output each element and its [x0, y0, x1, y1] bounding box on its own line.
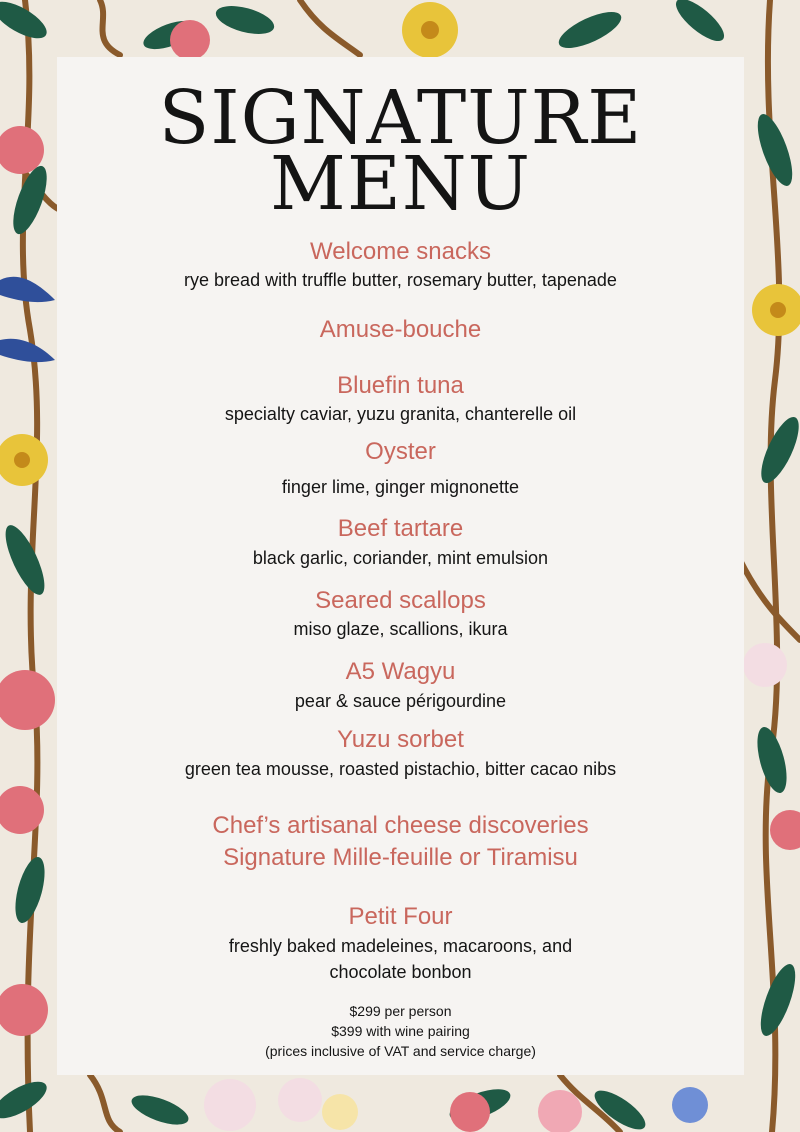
- price-wine-pairing: $399 with wine pairing: [331, 1023, 470, 1039]
- price-note: (prices inclusive of VAT and service charge): [265, 1043, 536, 1059]
- menu-title-line2: MENU: [270, 141, 531, 227]
- course-name: Yuzu sorbet: [337, 726, 464, 753]
- course-name: Welcome snacks: [310, 238, 491, 265]
- course-name: Seared scallops: [315, 587, 486, 614]
- course-name: Oyster: [365, 438, 436, 465]
- course-desc: rye bread with truffle butter, rosemary butter, tapenade: [184, 270, 617, 290]
- course-desc: pear & sauce périgourdine: [294, 691, 507, 711]
- menu-panel: [57, 57, 744, 1075]
- menu-title-line1: SIGNATURE: [158, 75, 643, 161]
- course-name: A5 Wagyu: [345, 658, 456, 685]
- course-name: Bluefin tuna: [337, 372, 464, 399]
- course-name: Petit Four: [348, 903, 453, 930]
- course-desc: black garlic, coriander, mint emulsion: [252, 548, 549, 568]
- course-name: Beef tartare: [337, 515, 464, 542]
- course-name: Signature Mille-feuille or Tiramisu: [223, 844, 578, 871]
- course-desc: miso glaze, scallions, ikura: [293, 619, 508, 639]
- course-name: Chef’s artisanal cheese discoveries: [212, 812, 589, 839]
- course-desc: chocolate bonbon: [329, 962, 472, 982]
- course-desc: freshly baked madeleines, macaroons, and: [228, 936, 573, 956]
- course-name: Amuse-bouche: [319, 316, 482, 343]
- course-desc: green tea mousse, roasted pistachio, bitter cacao nibs: [184, 759, 617, 779]
- course-desc: finger lime, ginger mignonette: [281, 477, 520, 497]
- price-per-person: $299 per person: [349, 1003, 452, 1019]
- course-desc: specialty caviar, yuzu granita, chanterelle oil: [224, 404, 577, 424]
